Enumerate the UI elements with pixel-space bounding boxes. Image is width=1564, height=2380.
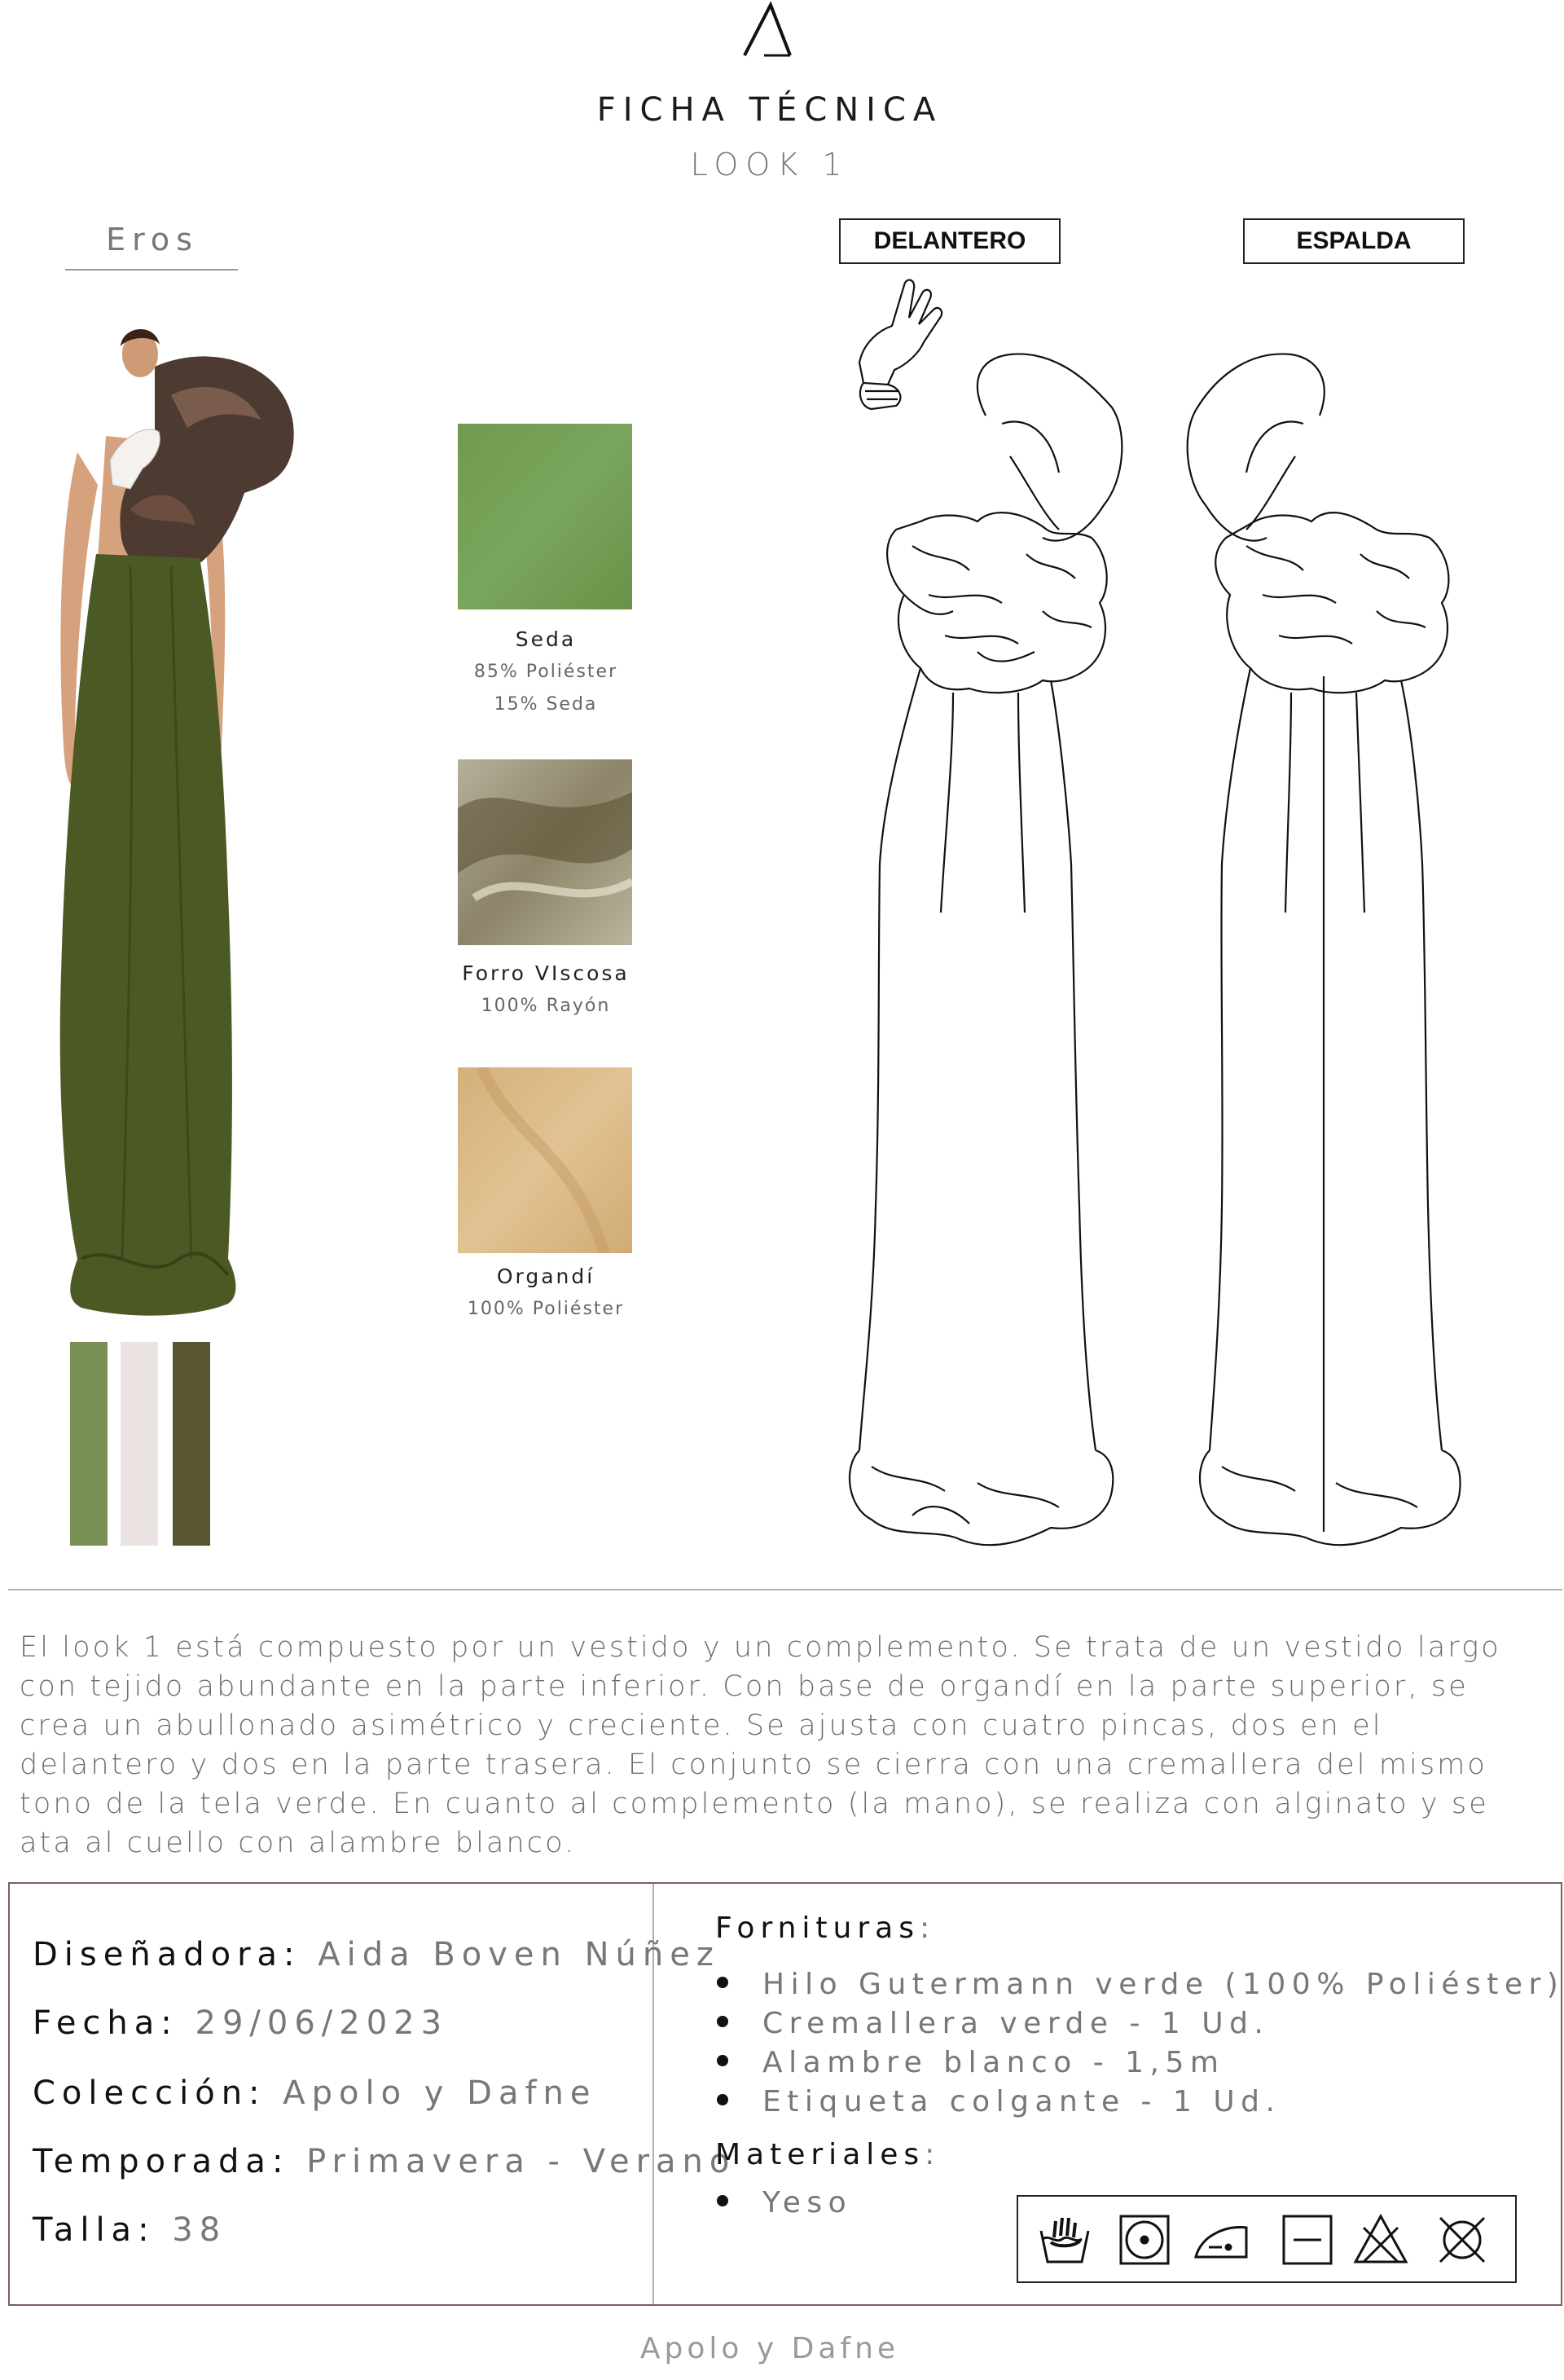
iron-icon (1193, 2211, 1250, 2268)
materiales-list (717, 2184, 852, 2223)
info-label: Diseñadora (33, 1936, 284, 1973)
footer-brand: Apolo y Dafne (639, 2332, 900, 2365)
info-value: Apolo y Dafne (283, 2074, 597, 2112)
brand-logo (740, 2, 802, 59)
info-value: Primavera - Verano (306, 2143, 736, 2180)
front-technical-drawing (815, 269, 1140, 1556)
palette-chip-blush (121, 1342, 158, 1546)
fashion-illustration (33, 322, 310, 1324)
info-label: Fecha (33, 2004, 161, 2042)
illustration-name: Eros (106, 222, 199, 257)
page-subtitle: LOOK 1 (690, 147, 850, 183)
no-tumble-dry-icon (1434, 2211, 1491, 2268)
info-row-size: Talla: 38 (33, 2211, 227, 2249)
page-title: FICHA TÉCNICA (596, 91, 943, 129)
fabric-swatch-organdi (458, 1067, 632, 1253)
fabric-composition: 100% Rayón (481, 996, 611, 1016)
fabric-composition: 100% Poliéster (467, 1299, 625, 1319)
fabric-swatch-forro (458, 759, 632, 945)
fabric-swatch-seda (458, 424, 632, 609)
info-value: 29/06/2023 (195, 2004, 449, 2042)
info-row-designer: Diseñadora: Aida Boven Núñez (33, 1936, 720, 1973)
no-bleach-icon (1352, 2211, 1409, 2268)
fabric-name: Forro VIscosa (462, 961, 630, 985)
info-value: Aida Boven Núñez (318, 1936, 720, 1973)
fabric-name: Seda (515, 627, 577, 651)
tumble-dry-icon (1116, 2211, 1173, 2268)
dry-flat-icon (1279, 2211, 1336, 2268)
palette-chip-olive (173, 1342, 210, 1546)
list-item: Etiqueta colgante - 1 Ud. (717, 2083, 1564, 2122)
back-view-label: ESPALDA (1243, 218, 1465, 264)
info-row-season: Temporada: Primavera - Verano (33, 2143, 736, 2180)
illustration-name-underline (65, 269, 238, 271)
info-value: 38 (172, 2211, 227, 2249)
list-item: Yeso (717, 2184, 852, 2223)
hand-wash-icon (1036, 2211, 1093, 2268)
list-item: Cremallera verde - 1 Ud. (717, 2004, 1564, 2043)
care-symbols-box (1017, 2195, 1517, 2283)
palette-chip-green (70, 1342, 108, 1546)
fabric-composition: 15% Seda (494, 694, 598, 715)
materiales-heading: Materiales: (715, 2138, 941, 2171)
fabric-name: Organdí (496, 1265, 595, 1288)
info-row-collection: Colección: Apolo y Dafne (33, 2074, 597, 2112)
info-label: Talla (33, 2211, 138, 2249)
back-technical-drawing (1157, 269, 1499, 1556)
front-view-label: DELANTERO (839, 218, 1061, 264)
fornituras-heading: Fornituras: (715, 1911, 936, 1945)
info-label: Colección (33, 2074, 249, 2112)
list-item: Alambre blanco - 1,5m (717, 2043, 1564, 2083)
list-item: Hilo Gutermann verde (100% Poliéster) (717, 1965, 1564, 2004)
fornituras-list (717, 1965, 1564, 2122)
fabric-composition: 85% Poliéster (473, 662, 618, 682)
info-row-date: Fecha: 29/06/2023 (33, 2004, 449, 2042)
look-description: El look 1 está compuesto por un vestido y un complemento. Se trata de un vestido largo con tejido abundante en la parte inferior. Con base de organdí en la parte superior, se crea un abullonado asimétrico y creciente. Se ajusta con cuatro pincas, dos en el delantero y dos en la parte trasera. El conjunto se cierra con una cremallera del mismo tono de la tela verde. En cuanto al complemento (la mano), se realiza con alginato y se ata al cuello con alambre blanco. (20, 1631, 1501, 1859)
section-divider (8, 1589, 1562, 1590)
info-label: Temporada (33, 2143, 272, 2180)
